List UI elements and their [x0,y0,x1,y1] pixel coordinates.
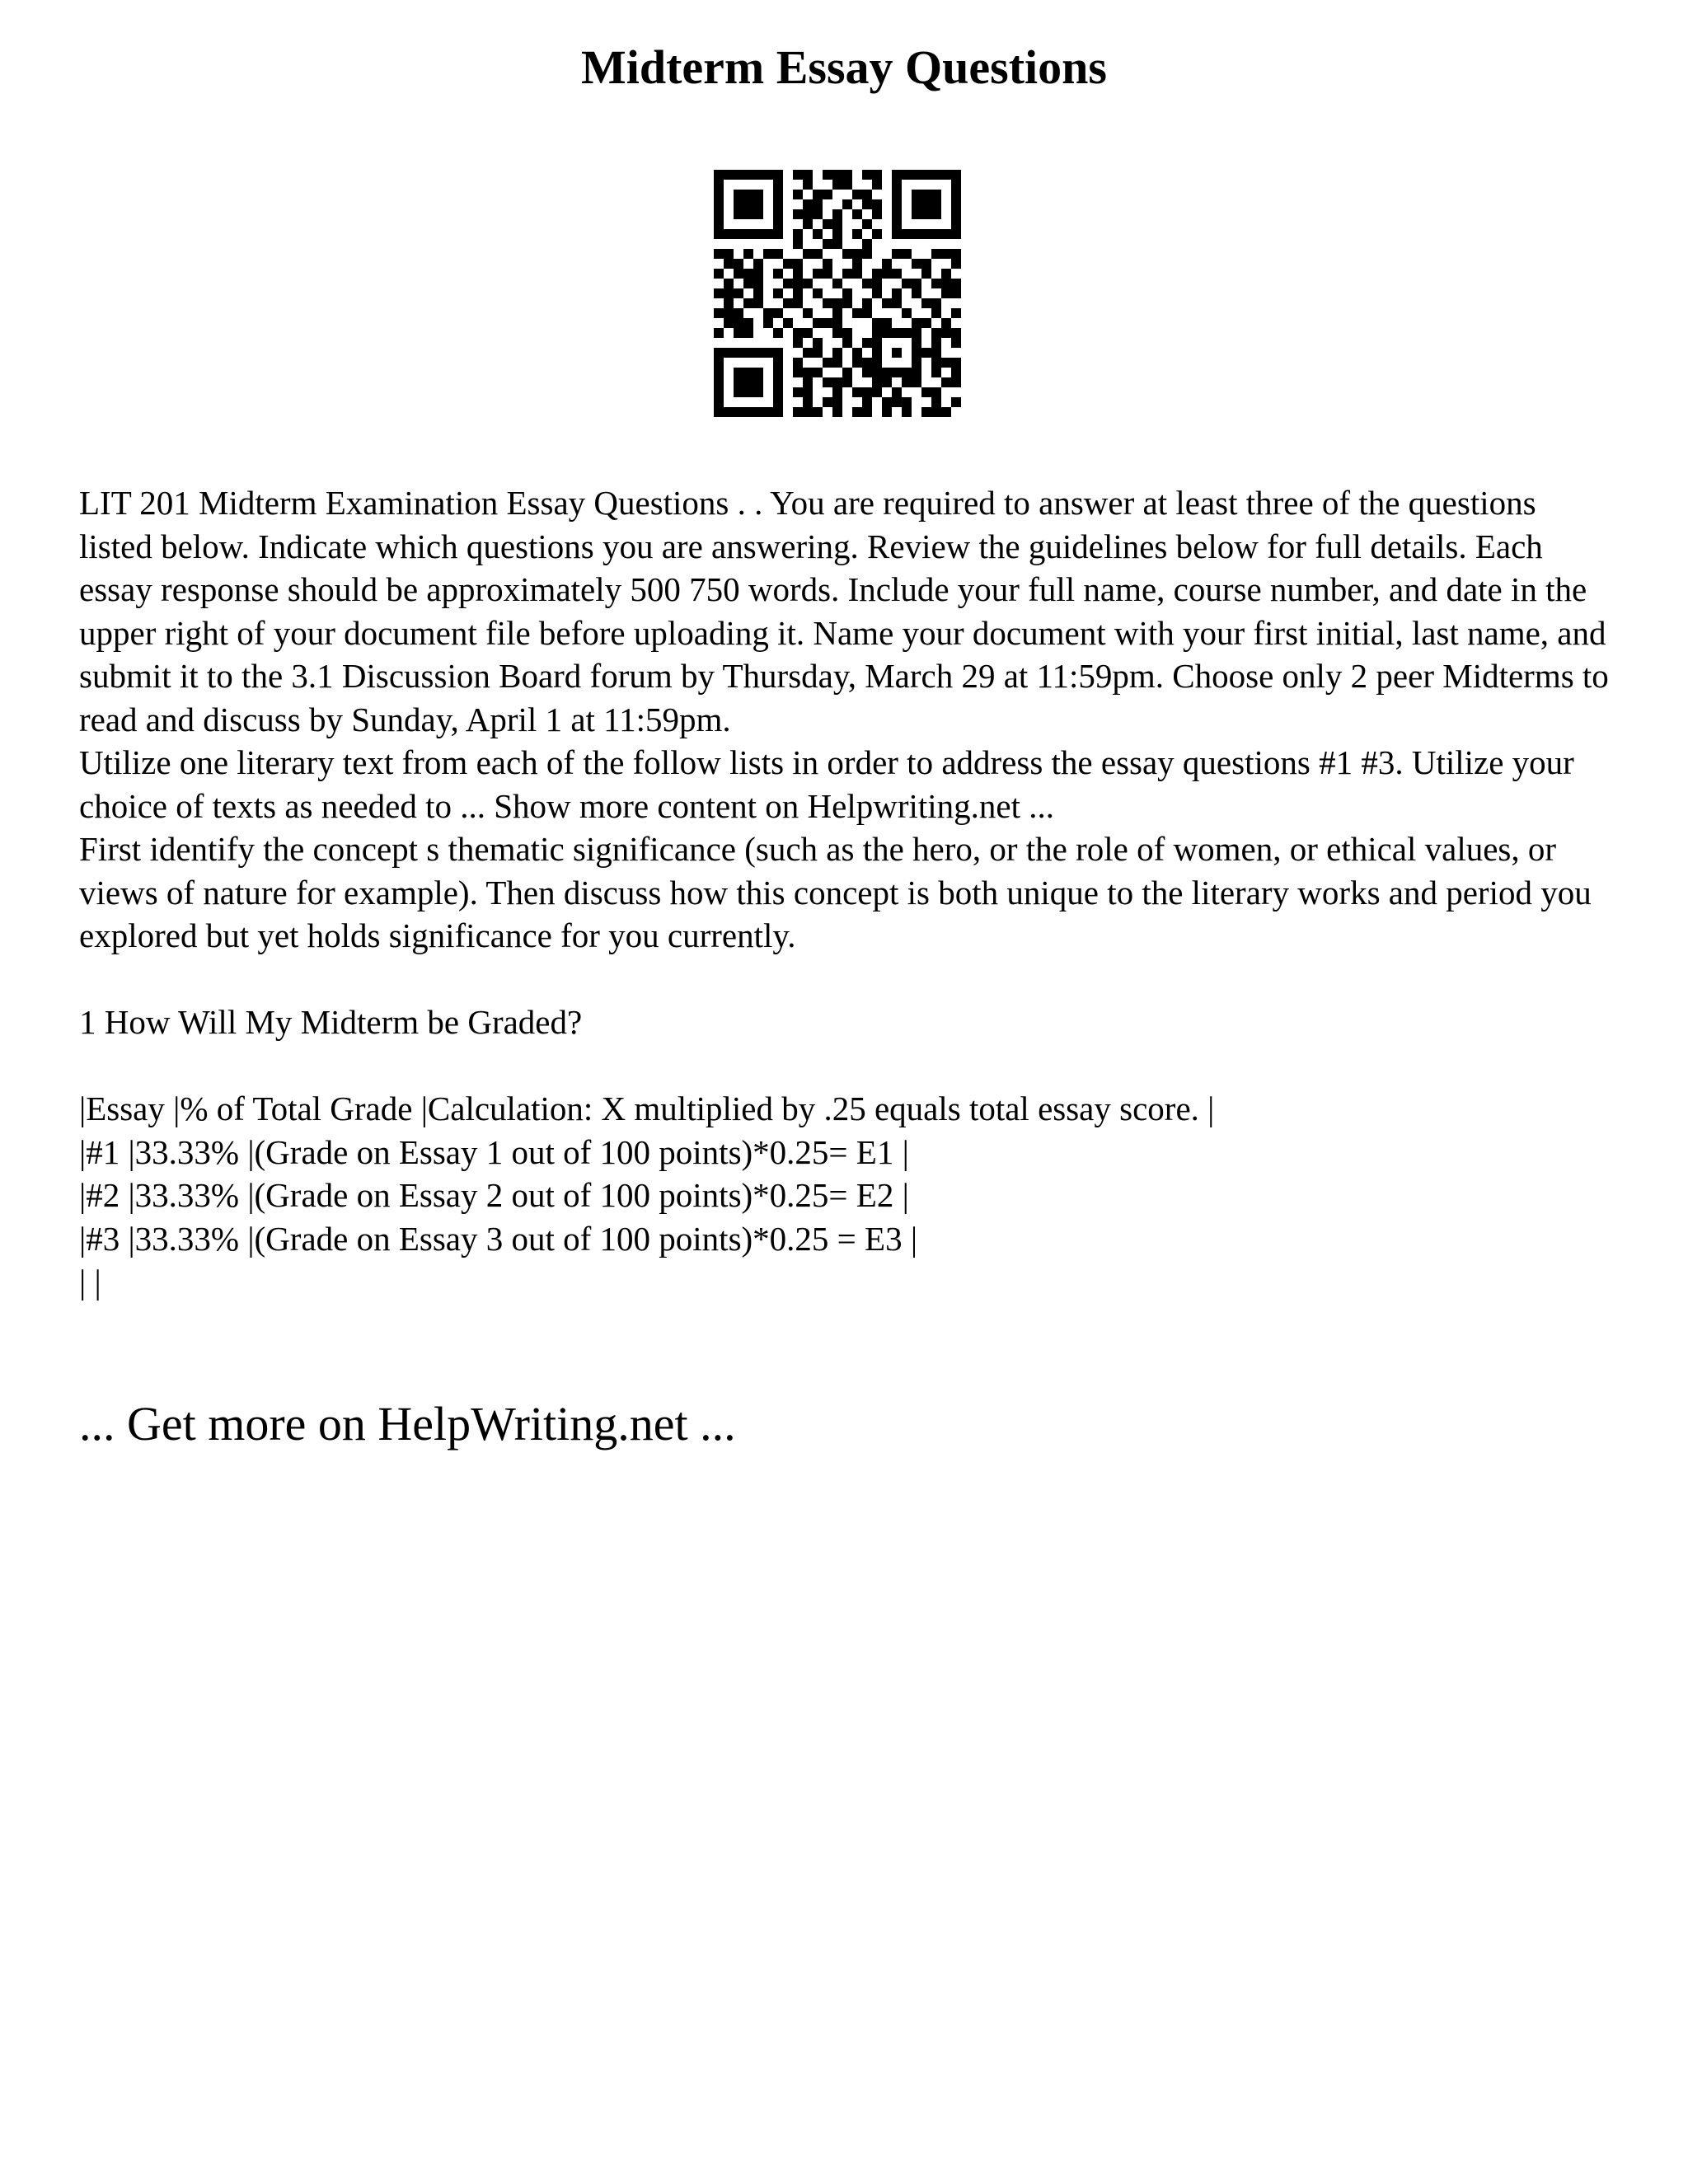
spacer [79,958,1612,1001]
texts-note-paragraph: Utilize one literary text from each of the follow lists in order to address the essay questions #1 #3. Utilize your choice of texts as needed to ... Show more content on Helpwriting.net ... [79,743,1574,825]
grading-table-row: | | [79,1263,101,1301]
concept-paragraph: First identify the concept s thematic significance (such as the hero, or the role of women, or ethical values, or views of nature for example). Then discuss how this concept is both unique to the literary works and period you explored but yet holds significance for you currently. [79,830,1592,954]
qr-code-icon [714,170,961,417]
intro-paragraph: LIT 201 Midterm Examination Essay Questions . . You are required to answer at least three of the questions listed below. Indicate which questions you are answering. Review the guidelines below for full details. Each essay response should be approximately 500 750 words. Include your full name, course number, and date in the upper right of your document file before uploading it. Name your document with your first initial, last name, and submit it to the 3.1 Discussion Board forum by Thursday, March 29 at 11:59pm. Choose only 2 peer Midterms to read and discuss by Sunday, April 1 at 11:59pm. [79,484,1609,738]
grading-table-row: |#2 |33.33% |(Grade on Essay 2 out of 100 points)*0.25= E2 | [79,1176,909,1214]
grading-table-row: |#1 |33.33% |(Grade on Essay 1 out of 100 points)*0.25= E1 | [79,1132,909,1171]
grading-heading: 1 How Will My Midterm be Graded? [79,1003,583,1041]
essay-instructions [79,481,1612,1304]
page-title: Midterm Essay Questions [581,40,1107,94]
grading-table-row: |#3 |33.33% |(Grade on Essay 3 out of 100 points)*0.25 = E3 | [79,1219,918,1258]
helpwriting-link[interactable]: ... Get more on HelpWriting.net ... [79,1397,736,1451]
spacer [79,1044,1612,1088]
grading-table-header: |Essay |% of Total Grade |Calculation: X multiplied by .25 equals total essay score. | [79,1090,1215,1127]
